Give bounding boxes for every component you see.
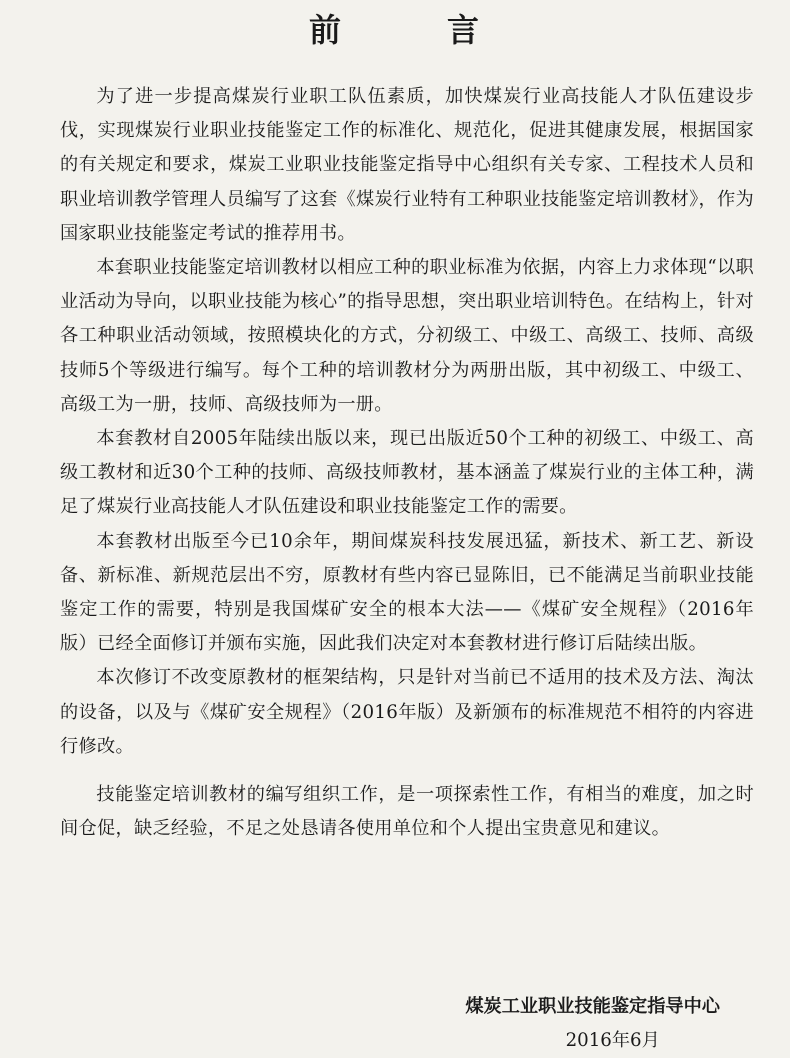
paragraph-1: 为了进一步提高煤炭行业职工队伍素质，加快煤炭行业高技能人才队伍建设步伐，实现煤炭行业职业技能鉴定工作的标准化、规范化，促进其健康发展，根据国家的有关规定和要求，煤炭工业职业技能鉴定指导中心组织有关专家、工程技术人员和职业培训教学管理人员编写了这套《煤炭行业特有工种职业技能鉴定培训教材》，作为国家职业技能鉴定考试的推荐用书。: [60, 86, 754, 244]
signature-date: 2016年6月: [565, 1030, 660, 1051]
paragraph-3: 本套教材自2005年陆续出版以来，现已出版近50个工种的初级工、中级工、高级工教材和近30个工种的技师、高级技师教材，基本涵盖了煤炭行业的主体工种，满足了煤炭行业高技能人才队伍建设和职业技能鉴定工作的需要。: [60, 428, 754, 518]
signature-block: [465, 990, 720, 1058]
page-title-char-2: 言: [447, 11, 482, 49]
page-title-char-1: 前: [308, 11, 343, 49]
page-title: [0, 6, 790, 54]
preface-body: [60, 80, 754, 846]
signature-organization: 煤炭工业职业技能鉴定指导中心: [465, 996, 720, 1017]
paragraph-5: 本次修订不改变原教材的框架结构，只是针对当前已不适用的技术及方法、淘汰的设备，以及与《煤矿安全规程》（2016年版）及新颁布的标准规范不相符的内容进行修改。: [60, 667, 754, 757]
paragraph-4: 本套教材出版至今已10余年，期间煤炭科技发展迅猛，新技术、新工艺、新设备、新标准、新规范层出不穷，原教材有些内容已显陈旧，已不能满足当前职业技能鉴定工作的需要，特别是我国煤矿安全的根本大法——《煤矿安全规程》（2016年版）已经全面修订并颁布实施，因此我们决定对本套教材进行修订后陆续出版。: [60, 530, 754, 655]
paragraph-2: 本套职业技能鉴定培训教材以相应工种的职业标准为依据，内容上力求体现“以职业活动为导向，以职业技能为核心”的指导思想，突出职业培训特色。在结构上，针对各工种职业活动领域，按照模块化的方式，分初级工、中级工、高级工、技师、高级技师5个等级进行编写。每个工种的培训教材分为两册出版，其中初级工、中级工、高级工为一册，技师、高级技师为一册。: [60, 257, 754, 415]
paragraph-6: 技能鉴定培训教材的编写组织工作，是一项探索性工作，有相当的难度，加之时间仓促，缺乏经验，不足之处恳请各使用单位和个人提出宝贵意见和建议。: [60, 784, 754, 840]
